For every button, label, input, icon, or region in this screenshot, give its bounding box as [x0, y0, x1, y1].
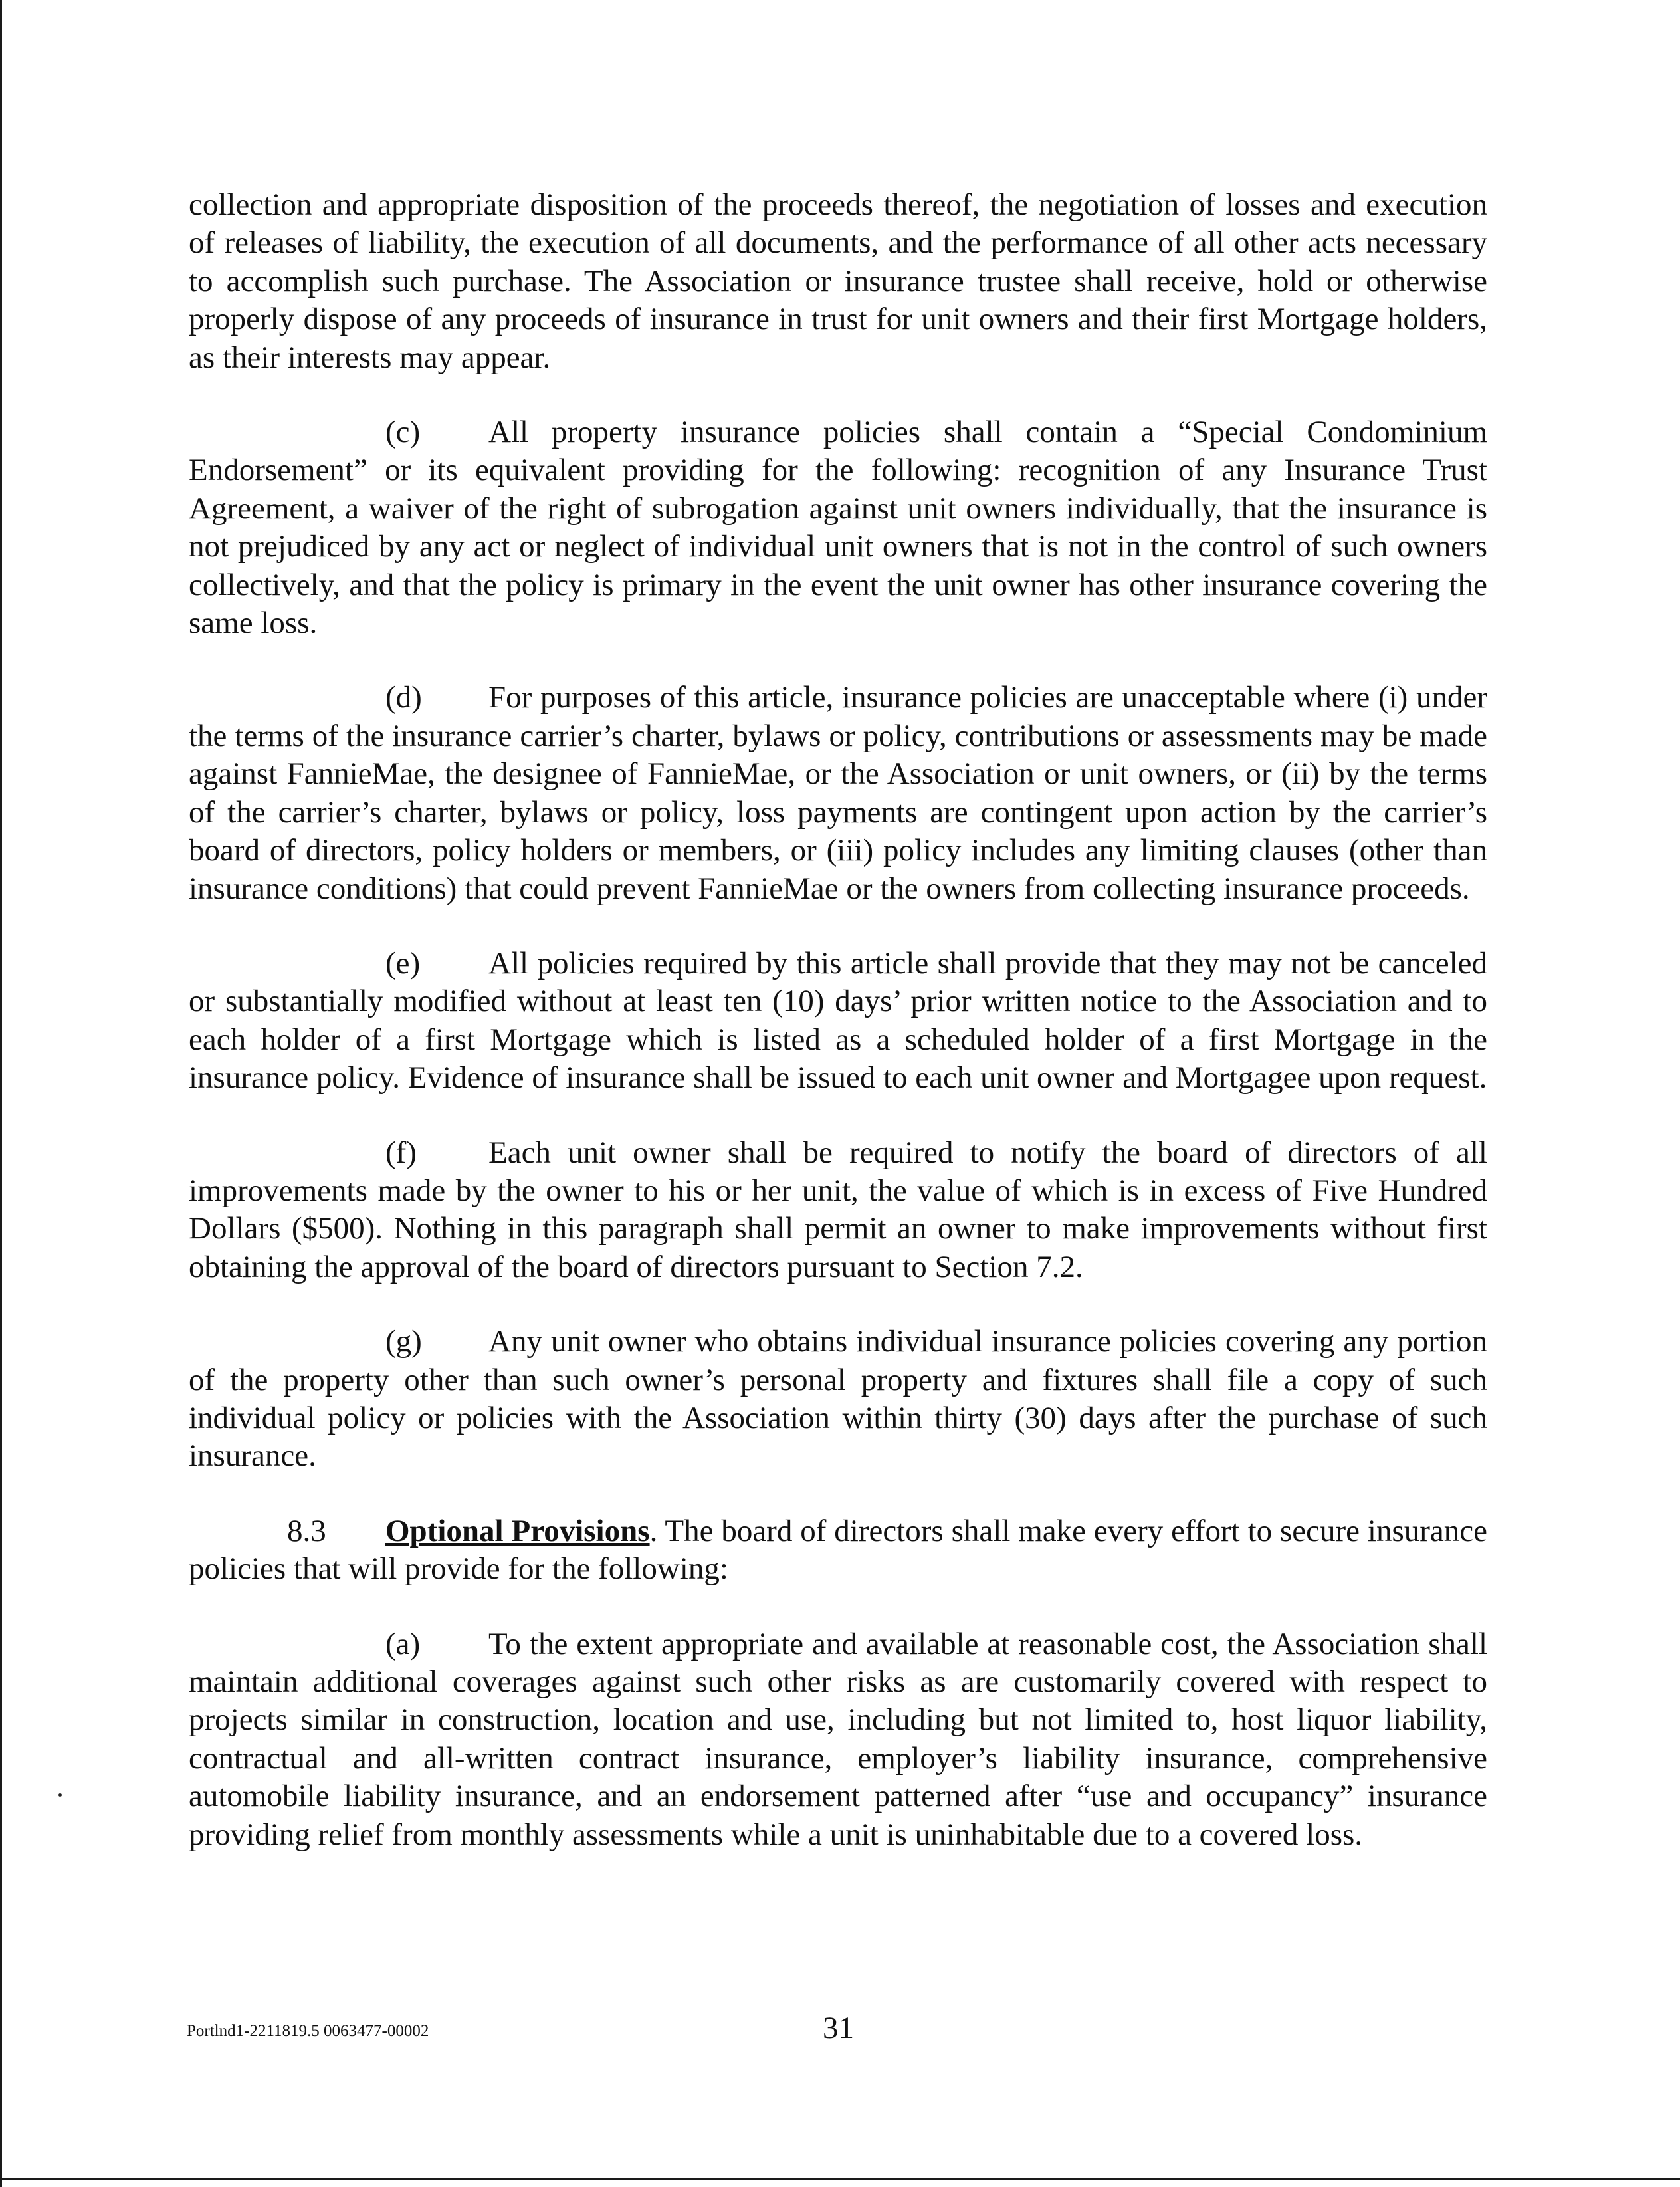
- scan-bottom-edge: [0, 2178, 1680, 2180]
- paragraph-c-label: (c): [385, 415, 421, 450]
- paragraph-d: [189, 679, 1487, 907]
- paragraph-continuation: collection and appropriate disposition of the proceeds thereof, the negotiation of losses and execution of releases of liability, the execution of all documents, and the performance of all other acts necessary to accomplish such purchase. The Association or insurance trustee shall receive, hold or otherwise properly dispose of any proceeds of insurance in trust for unit owners and their first Mortgage holders, as their interests may appear.: [189, 187, 1487, 375]
- section-number: 8.3: [287, 1513, 326, 1548]
- section-heading: Optional Provisions: [385, 1513, 650, 1548]
- paragraph-f-text: Each unit owner shall be required to notify the board of directors of all improvements made by the owner to his or her unit, the value of which is in excess of Five Hundred Dollars ($500). Nothing in this paragraph shall permit an owner to make improvements without first obtaining the approval of the board of directors pursuant to Section 7.2.: [189, 1135, 1487, 1284]
- paragraph-g-label: (g): [385, 1324, 422, 1359]
- paragraph-e: [189, 945, 1487, 1097]
- paragraph-f: [189, 1134, 1487, 1287]
- paragraph-c: [189, 413, 1487, 642]
- paragraph-a-text: To the extent appropriate and available at reasonable cost, the Association shall maintain additional coverages against such other risks as are customarily covered with respect to projects similar in construction, location and use, including but not limited to, host liquor liability, contractual and all-written contract insurance, employer’s liability insurance, comprehensive automobile liability insurance, and an endorsement patterned after “use and occupancy” insurance providing relief from monthly assessments while a unit is uninhabitable due to a covered loss.: [189, 1626, 1487, 1852]
- paragraph-e-label: (e): [385, 945, 421, 980]
- section-8-3-text: The board of directors shall make every effort to secure insurance policies that will provide for the following:: [189, 1513, 1488, 1587]
- paragraph-a-label: (a): [385, 1626, 421, 1661]
- section-8-3: [189, 1512, 1487, 1589]
- paragraph-d-text: For purposes of this article, insurance policies are unacceptable where (i) under the terms of the insurance carrier’s charter, bylaws or policy, contributions or assessments may be made against FannieMae, the designee of FannieMae, or the Association or unit owners, or (ii) by the terms of the carrier’s charter, bylaws or policy, loss payments are contingent upon action by the carrier’s board of directors, policy holders or members, or (iii) policy includes any limiting clauses (other than insurance conditions) that could prevent FannieMae or the owners from collecting insurance proceeds.: [189, 680, 1487, 906]
- footer-document-id: Portlnd1-2211819.5 0063477-00002: [187, 2022, 429, 2040]
- paragraph-c-text: All property insurance policies shall contain a “Special Condominium Endorsement” or its equivalent providing for the following: recognition of any Insurance Trust Agreement, a waiver of the right of subrogation against unit owners individually, that the insurance is not prejudiced by any act or neglect of individual unit owners that is not in the control of such owners collectively, and that the policy is primary in the event the unit owner has other insurance covering the same loss.: [189, 415, 1487, 641]
- section-heading-period: .: [649, 1513, 658, 1548]
- paragraph-f-label: (f): [385, 1135, 417, 1170]
- paragraph-g-text: Any unit owner who obtains individual insurance policies covering any portion of the property other than such owner’s personal property and fixtures shall file a copy of such individual policy or policies with the Association within thirty (30) days after the purchase of such insurance.: [189, 1324, 1487, 1474]
- paragraph-a: [189, 1625, 1487, 1854]
- body-text: [189, 186, 1487, 1891]
- paragraph-d-label: (d): [385, 680, 422, 715]
- paragraph-e-text: All policies required by this article shall provide that they may not be canceled or substantially modified without at least ten (10) days’ prior written notice to the Association and to each holder of a first Mortgage which is listed as a scheduled holder of a first Mortgage in the insurance policy. Evidence of insurance shall be issued to each unit owner and Mortgagee upon request.: [189, 945, 1487, 1095]
- paragraph-g: [189, 1323, 1487, 1476]
- scan-speck: [58, 1793, 62, 1797]
- scan-left-edge: [0, 0, 2, 2187]
- page-number: 31: [823, 2011, 854, 2045]
